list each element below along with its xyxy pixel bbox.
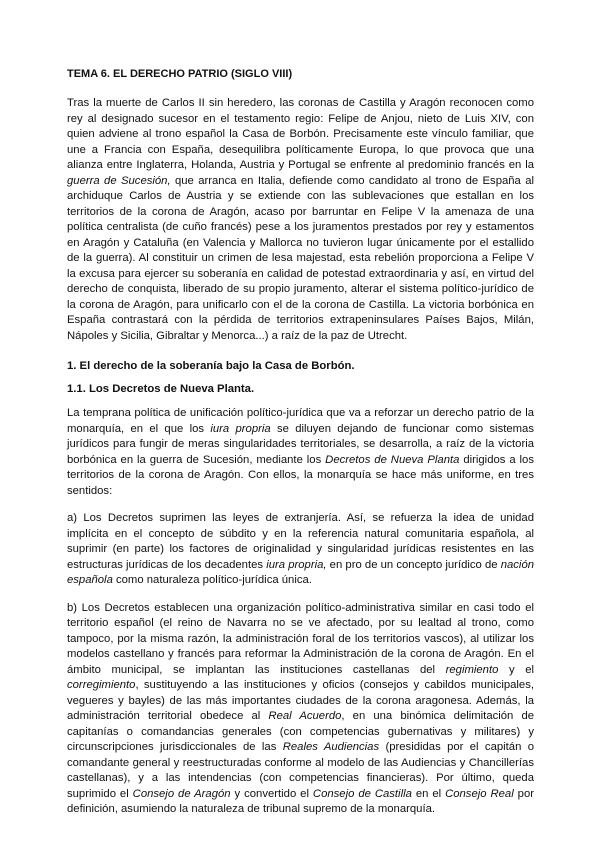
section-1-heading: 1. El derecho de la soberanía bajo la Casa de Borbón. — [67, 360, 355, 372]
point-a-text-3: como naturaleza político-jurídica única. — [112, 574, 312, 586]
point-b-text-3: , sustituyendo a las instituciones y oficios (consejos y cabildos municipales, vegueres y bayles) de las más importantes ciudades de la corona aragonesa. Además, la administración territorial obedece al — [67, 679, 534, 722]
point-a-paragraph — [67, 511, 534, 589]
point-b-emphasis-consejo-castilla: Consejo de Castilla — [312, 787, 412, 800]
para-emphasis-decretos: Decretos de Nueva Planta — [325, 453, 460, 466]
point-b-emphasis-reales-audiencias: Reales Audiencias — [282, 741, 380, 753]
point-a-text-2: en pro de un concepto jurídico de — [326, 558, 501, 571]
para-text-3: dirigidos a los territorios de la corona de Aragón. Con ellos, la monarquía se hace más uniforme, en tres sentidos: — [67, 453, 534, 497]
section-1-1-paragraph — [67, 406, 534, 499]
para-emphasis-iura: iura propria — [210, 422, 271, 435]
point-b-emphasis-real-acuerdo: Real Acuerdo — [268, 710, 342, 722]
document-title: TEMA 6. EL DERECHO PATRIO (SIGLO VIII) — [67, 68, 293, 80]
para-text-2: se diluyen dejando de funcionar como sistemas jurídicos para fungir de meras singularidades territoriales, se desarrolla, a raíz de la victoria borbónica en la guerra de Sucesión, mediante los — [67, 422, 534, 466]
intro-paragraph — [67, 96, 534, 344]
point-b-text-2: y el — [498, 663, 534, 676]
point-b-text-4: , en una binómica delimitación de capitanías o comandancias generales (con competencias gubernativas y militares) y circunscripciones jurisdiccionales de las — [67, 710, 535, 753]
point-b-emphasis-consejo-real: Consejo Real — [445, 787, 514, 800]
point-b-emphasis-regimiento: regimiento — [445, 663, 499, 676]
point-b-paragraph — [67, 601, 534, 818]
point-a-emphasis-nacion: nación española — [67, 558, 535, 586]
intro-text-2: que arranca en Italia, defiende como candidato al trono de España al archiduque Carlos de Austria y se extiende con las sublevaciones que estallan en los territorios de la corona de Aragón, acaso por barruntar en Felipe V la amenaza de una política centralista (de cuño francés) pese a los juramentos prestados por rey y estamentos en Aragón y Cataluña (en Valencia y Mallorca no tuvieron lugar únicamente por el estallido de la guerra). Al constituir un crimen de lesa majestad, esta rebelión proporciona a Felipe V la excusa para ejercer su soberanía en calidad de potestad extraordinaria y así, en virtud del derecho de conquista, liberado de su propio juramento, alterar el sistema político-jurídico de la corona de Aragón, para unificarlo con el de la corona de Castilla. La victoria borbónica en España contrastará con la pérdida de territorios extrapeninsulares Países Bajos, Milán, Nápoles y Sicilia, Gibraltar y Menorca...) a raíz de la paz de Utrecht. — [67, 174, 535, 342]
point-b-text-7: en el — [411, 787, 446, 800]
intro-text-1: Tras la muerte de Carlos II sin heredero, las coronas de Castilla y Aragón reconocen como rey al designado sucesor en el testamento regio: Felipe de Anjou, nieto de Luis XIV, con quien adviene al trono español la Casa de Borbón. Precisamente este vínculo familiar, que une a Francia con España, desequilibra políticamente Europa, lo que provoca que una alianza entre Inglaterra, Holanda, Austria y Portugal se enfrente al predominio francés en la — [67, 97, 534, 171]
point-b-emphasis-corregimiento: corregimiento — [67, 679, 136, 691]
point-b-text-8: por definición, asumiendo la naturaleza de tribunal supremo de la monarquía. — [67, 787, 534, 815]
point-b-text-5: (presididas por el capitán o comandante general y reestructuradas conforme al modelo de las Audiencias y Chancillerías castellanas), y a las intendencias (con competencias financieras). Por último, queda suprimido el — [67, 741, 534, 800]
point-a-text-1: a) Los Decretos suprimen las leyes de extranjería. Así, se refuerza la idea de unidad implícita en el concepto de súbdito y en la referencia natural comunitaria española, al suprimir (en parte) los factores de originalidad y singularidad jurídicas resistentes en las estructuras jurídicas de los decadentes — [67, 512, 534, 571]
point-b-text-1: b) Los Decretos establecen una organización político-administrativa similar en casi todo el territorio español (el reino de Navarra no se ve afectado, por su lealtad al trono, como tampoco, por la misma razón, la administración foral de los territorios vascos), al utilizar los modelos castellano y francés para reformar la Administración de la corona de Aragón. En el ámbito municipal, se implantan las instituciones castellanas del — [67, 601, 534, 676]
intro-emphasis-guerra: guerra de Sucesión, — [67, 174, 171, 187]
point-b-emphasis-consejo-aragon: Consejo de Aragón — [132, 787, 231, 800]
para-text-1: La temprana política de unificación político-jurídica que va a reforzar un derecho patrio de la monarquía, en el que los — [67, 407, 534, 435]
point-a-emphasis-iura: iura propria, — [266, 558, 327, 571]
point-b-text-6: y convertido el — [230, 787, 313, 800]
section-1-1-heading: 1.1. Los Decretos de Nueva Planta. — [67, 383, 255, 395]
